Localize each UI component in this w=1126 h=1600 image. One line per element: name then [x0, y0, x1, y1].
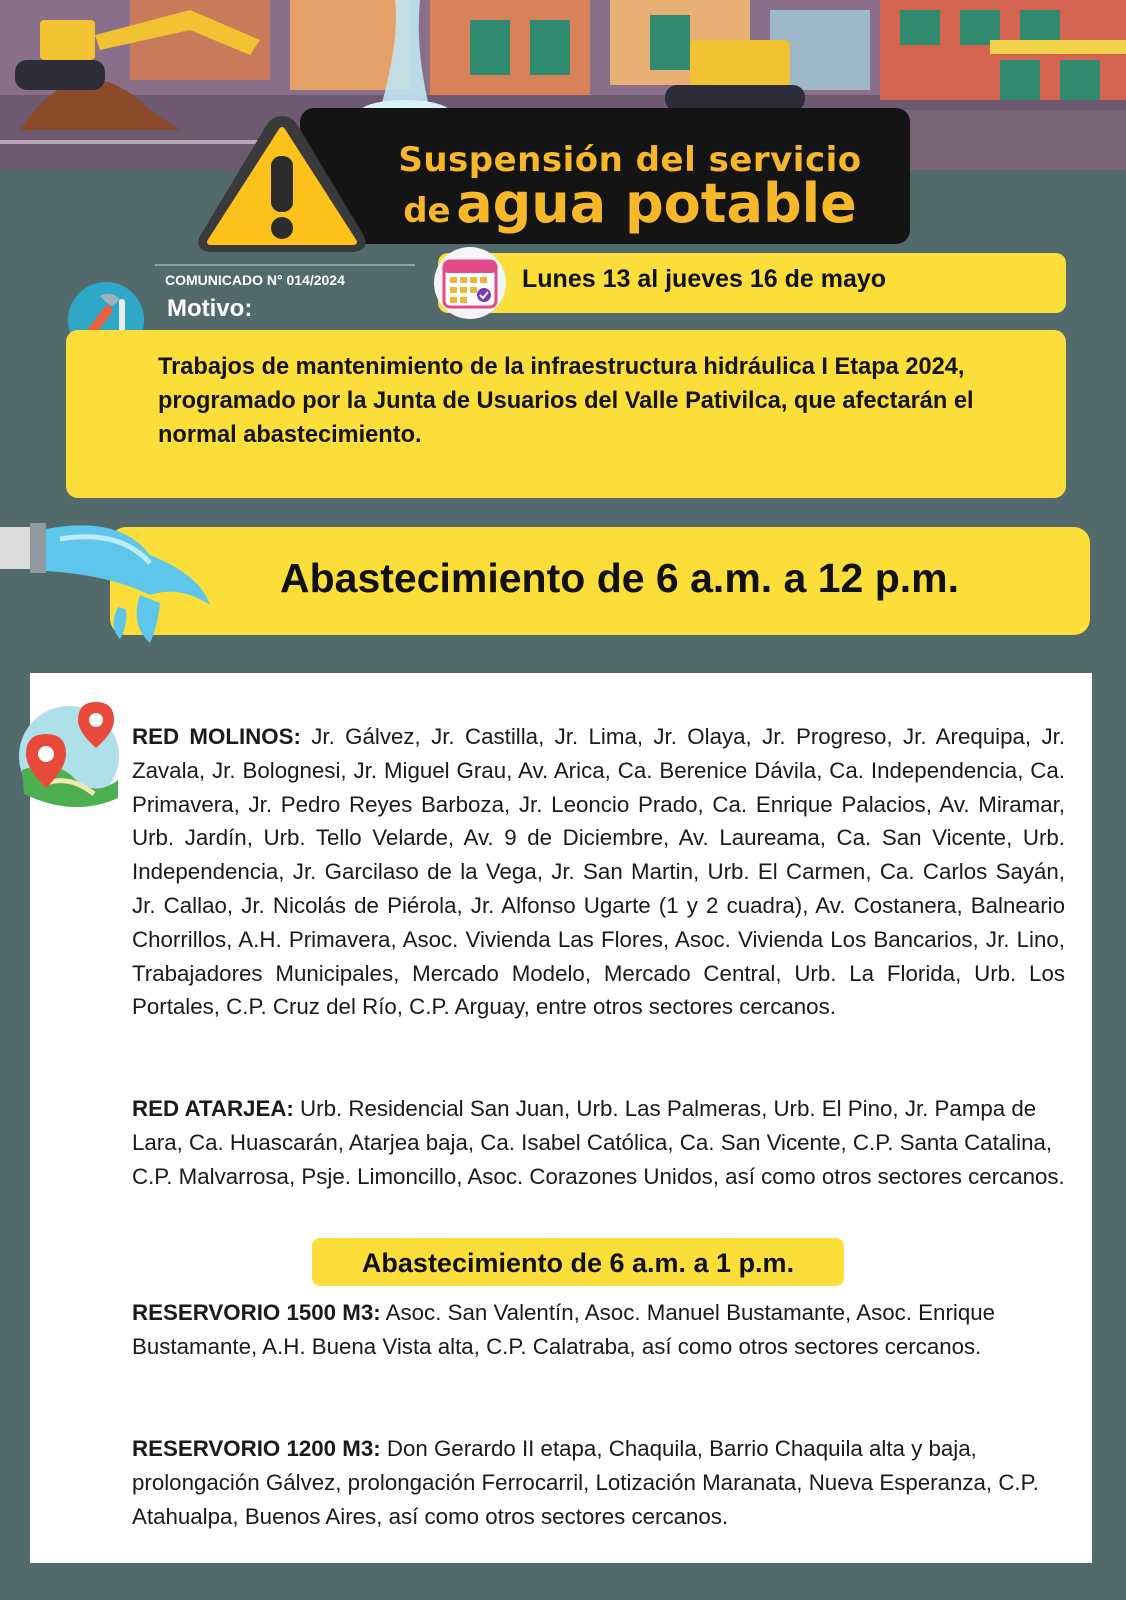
title-line2-prefix: de — [403, 191, 451, 231]
red-atarjea-text: Urb. Residencial San Juan, Urb. Las Palmeras, Urb. El Pino, Jr. Pampa de Lara, Ca. Huascarán, Atarjea baja, Ca. Isabel Católica, Ca. San Vicente, C.P. Santa Catalina, C.P. Malvarrosa, Psje. Limoncillo, Asoc. Corazones Unidos, así como otros sectores cercanos. — [132, 1096, 1065, 1189]
reservorio-1200-text: Don Gerardo II etapa, Chaquila, Barrio Chaquila alta y baja, prolongación Gálvez, prolongación Ferrocarril, Lotización Maranata, Nueva Esperanza, C.P. Atahualpa, Buenos Aires, así como otros sectores cercanos. — [132, 1436, 1039, 1529]
red-molinos-text: Jr. Gálvez, Jr. Castilla, Jr. Lima, Jr. Olaya, Jr. Progreso, Jr. Arequipa, Jr. Zavala, Jr. Bolognesi, Jr. Miguel Grau, Av. Arica, Ca. Berenice Dávila, Ca. Independencia, Ca. Primavera, Jr. Pedro Reyes Barboza, Jr. Leoncio Prado, Ca. Enrique Palacios, Av. Miramar, Urb. Jardín, Urb. Tello Velarde, Av. 9 de Diciembre, Av. Laureama, Ca. San Vicente, Urb. Independencia, Jr. Garcilaso de la Vega, Jr. San Martin, Urb. El Carmen, Ca. Carlos Sayán, Jr. Callao, Jr. Nicolás de Piérola, Jr. Alfonso Ugarte (1 y 2 cuadra), Av. Costanera, Balneario Chorrillos, A.H. Primavera, Asoc. Vivienda Las Flores, Asoc. Vivienda Los Bancarios, Jr. Lino, Trabajadores Municipales, Mercado Modelo, Mercado Central, Urb. La Florida, Urb. Los Portales, C.P. Cruz del Río, C.P. Arguay, entre otros sectores cercanos. — [132, 724, 1065, 1020]
motivo-text: Trabajos de mantenimiento de la infraestructura hidráulica I Etapa 2024, programado por la Junta de Usuarios del Valle Pativilca, que afectarán el normal abastecimiento. — [158, 354, 974, 448]
red-atarjea-title: RED ATARJEA: — [132, 1096, 294, 1121]
red-molinos-paragraph — [132, 720, 1065, 1024]
schedule-main-text: Abastecimiento de 6 a.m. a 12 p.m. — [280, 555, 960, 601]
schedule-secondary-text: Abastecimiento de 6 a.m. a 1 p.m. — [361, 1248, 795, 1278]
comunicado-number: COMUNICADO N° 014/2024 — [165, 272, 345, 288]
warning-icon — [192, 108, 372, 258]
reservorio-1200-title: RESERVORIO 1200 M3: — [132, 1436, 381, 1461]
red-molinos-title: RED MOLINOS: — [132, 724, 301, 749]
reservorio-1500-title: RESERVORIO 1500 M3: — [132, 1300, 381, 1325]
title-line2-main: agua potable — [456, 172, 857, 235]
map-pin-icon — [14, 698, 124, 808]
comunicado-divider — [155, 264, 415, 266]
reservorio-1200-paragraph — [132, 1432, 1065, 1533]
title-line1: Suspensión del servicio — [398, 140, 862, 180]
faucet-icon — [0, 515, 220, 650]
reservorio-1500-paragraph — [132, 1296, 1065, 1364]
calendar-icon — [428, 245, 512, 321]
red-atarjea-paragraph — [132, 1092, 1065, 1193]
reservorio-1500-text: Asoc. San Valentín, Asoc. Manuel Bustamante, Asoc. Enrique Bustamante, A.H. Buena Vista alta, C.P. Calatraba, así como otros sectores cercanos. — [132, 1300, 996, 1359]
title-line2 — [390, 172, 870, 235]
motivo-label: Motivo: — [167, 295, 253, 322]
suspension-dates: Lunes 13 al jueves 16 de mayo — [522, 265, 887, 293]
